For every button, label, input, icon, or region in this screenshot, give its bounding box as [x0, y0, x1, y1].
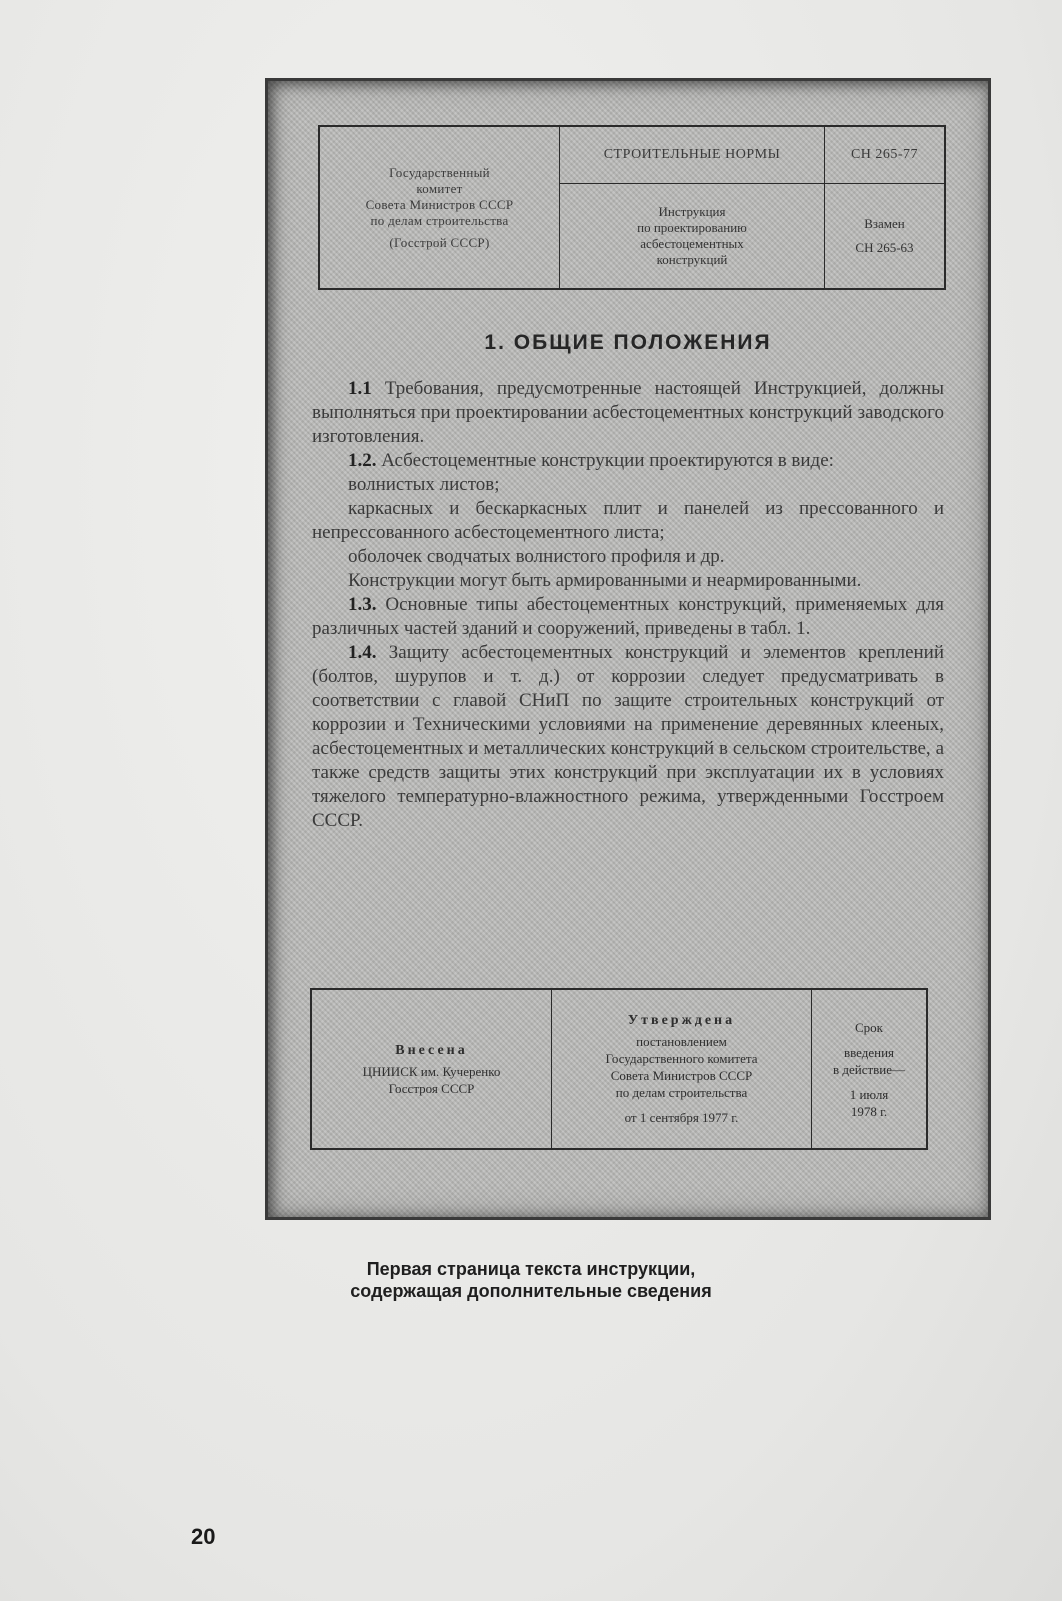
paragraph — [312, 377, 944, 449]
body-text — [312, 377, 944, 833]
document-photo — [265, 78, 991, 1220]
paragraph-text: Требования, предусмотренные настоящей Инструкцией, должны выполняться при проектировании асбестоцементных конструкций заводского изготовления. — [312, 378, 944, 447]
replaces-label: Взамен — [864, 216, 905, 231]
caption-line: Первая страница текста инструкции, — [366, 1259, 696, 1279]
paragraph-number: 1.3. — [348, 594, 377, 615]
figure-caption — [0, 1258, 1062, 1302]
approved-cell — [552, 990, 812, 1148]
page-number: 20 — [191, 1524, 216, 1549]
caption-line: содержащая дополнительные сведения — [350, 1281, 712, 1301]
paragraph-text: Конструкции могут быть армированными и неармированными. — [348, 570, 862, 591]
paragraph-text: Основные типы абестоцементных конструкций, применяемых для различных частей зданий и сооружений, приведены в табл. 1. — [312, 594, 945, 639]
paragraph-text: Защиту асбестоцементных конструкций и элементов креплений (болтов, шурупов и т. д.) от коррозии следует предусматривать в соответствии с главой СНиП по защите строительных конструкций от коррозии и Техническими условиями на применение деревянных клееных, асбестоцементных и металлических конструкций в сельском строительстве, а также средств защиты этих конструкций при эксплуатации их в условиях тяжелого температурно-влажностного режима, утвержденными Госстроем СССР. — [312, 642, 944, 831]
paragraph-text: оболочек сводчатых волнистого профиля и др. — [348, 546, 725, 567]
paragraph-text: Асбестоцементные конструкции проектируются в виде: — [381, 450, 834, 471]
section-heading: 1. ОБЩИЕ ПОЛОЖЕНИЯ — [484, 331, 772, 354]
introduced-cell — [312, 990, 552, 1148]
introduced-by: ЦНИИСК им. Кучеренко — [362, 1063, 501, 1079]
doc-title-line: конструкций — [656, 252, 728, 267]
paragraph-number: 1.4. — [348, 642, 377, 663]
approved-line: Совета Министров СССР — [610, 1068, 753, 1083]
org-abbreviation: (Госстрой СССР) — [389, 234, 490, 250]
term-cell — [812, 990, 926, 1148]
approved-line: постановлением — [636, 1034, 727, 1049]
paragraph — [312, 593, 944, 641]
doc-title-line: Инструкция — [658, 204, 726, 219]
org-line: комитет — [416, 180, 463, 196]
document-code: СН 265-77 — [825, 127, 944, 184]
header-title-cell — [560, 127, 825, 288]
approved-label: Утверждена — [627, 1013, 736, 1028]
doc-title-line: асбестоцементных — [640, 236, 744, 251]
header-code-cell — [825, 127, 944, 288]
paragraph-text: волнистых листов; — [348, 474, 500, 495]
introduced-label: Внесена — [395, 1042, 468, 1058]
term-date-line: 1978 г. — [850, 1103, 888, 1119]
introduced-org: Госстроя СССР — [388, 1080, 475, 1096]
norms-title: СТРОИТЕЛЬНЫЕ НОРМЫ — [560, 127, 824, 184]
paragraph — [312, 569, 944, 593]
approved-date: от 1 сентября 1977 г. — [624, 1110, 739, 1125]
paragraph — [312, 545, 944, 569]
term-date-line: 1 июля — [849, 1086, 889, 1102]
paragraph — [312, 473, 944, 497]
approved-line: Государственного комитета — [605, 1051, 758, 1066]
header-table — [318, 125, 946, 290]
paragraph — [312, 449, 944, 473]
paragraph — [312, 497, 944, 545]
org-line: Государственный — [389, 164, 490, 180]
term-line: в действие— — [832, 1061, 906, 1077]
term-line: Срок — [855, 1019, 883, 1035]
footer-table — [310, 988, 928, 1150]
header-org-cell — [320, 127, 560, 288]
paragraph-number: 1.2. — [348, 450, 377, 471]
paragraph-text: каркасных и бескаркасных плит и панелей из прессованного и непрессованного асбестоцементного листа; — [312, 498, 944, 543]
paragraph — [312, 641, 944, 833]
org-line: по делам строительства — [370, 212, 509, 228]
doc-title-line: по проектированию — [637, 220, 747, 235]
replaces-code: СН 265-63 — [855, 240, 914, 255]
org-line: Совета Министров СССР — [365, 196, 514, 212]
paragraph-number: 1.1 — [348, 378, 372, 399]
term-line: введения — [843, 1044, 895, 1060]
approved-line: по делам строительства — [615, 1085, 748, 1100]
